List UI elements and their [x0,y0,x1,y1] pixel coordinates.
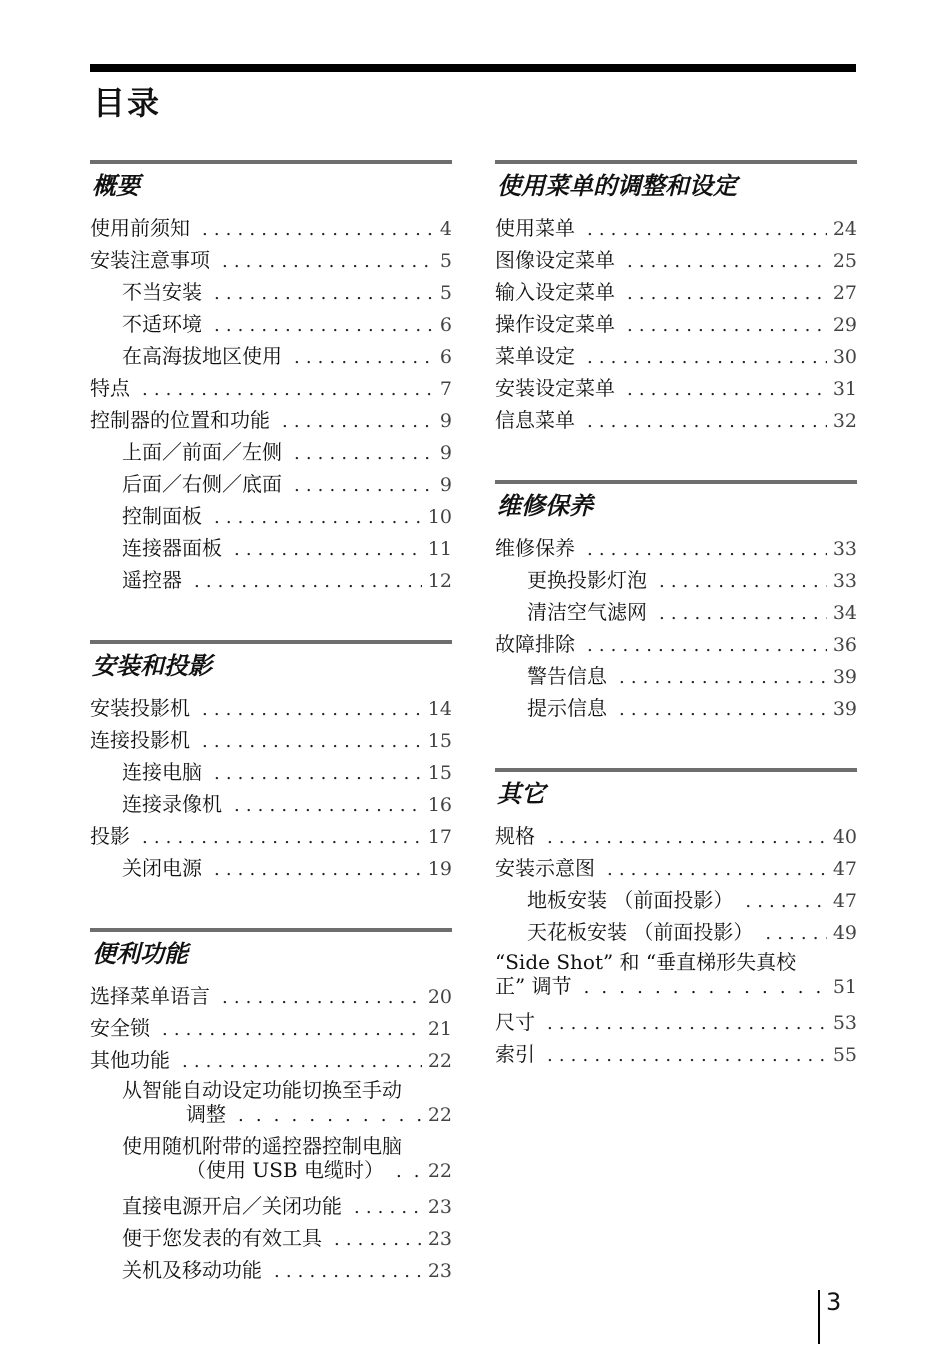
toc-entry[interactable]: 控制器的位置和功能 . . . 9 [90,404,452,436]
toc-section-convenience [90,928,452,1286]
toc-entry[interactable]: 提示信息 . . . 39 [495,692,857,724]
toc-entry[interactable]: 规格 . . . 40 [495,820,857,852]
toc-entry[interactable]: 投影 . . . 17 [90,820,452,852]
toc-entry[interactable]: 使用前须知 . . . 4 [90,212,452,244]
page-number: 3 [826,1288,842,1316]
toc-entry[interactable]: 维修保养 . . . 33 [495,532,857,564]
toc-entry[interactable]: 安装设定菜单 . . . 31 [495,372,857,404]
section-title: 便利功能 [92,940,188,968]
toc-section-overview [90,160,452,596]
toc-entry[interactable]: 连接录像机 . . . 16 [90,788,452,820]
toc-entry[interactable]: 关闭电源 . . . 19 [90,852,452,884]
toc-section-maintenance [495,480,857,724]
toc-entry[interactable]: 清洁空气滤网 . . . 34 [495,596,857,628]
toc-entry[interactable]: 安装示意图 . . . 47 [495,852,857,884]
toc-entry-multiline[interactable]: “Side Shot” 和 “垂直梯形失真校 正” 调节 . . . 51 [495,950,857,1000]
toc-entry[interactable]: 使用菜单 . . . 24 [495,212,857,244]
toc-entry[interactable]: 连接电脑 . . . 15 [90,756,452,788]
section-title: 维修保养 [497,492,593,520]
toc-entry[interactable]: 索引 . . . 55 [495,1038,857,1070]
toc-section-install [90,640,452,884]
toc-entry[interactable]: 尺寸 . . . 53 [495,1006,857,1038]
section-title: 安装和投影 [92,652,212,680]
toc-entry[interactable]: 选择菜单语言 . . . 20 [90,980,452,1012]
toc-entry[interactable]: 操作设定菜单 . . . 29 [495,308,857,340]
toc-entry[interactable]: 故障排除 . . . 36 [495,628,857,660]
toc-entry[interactable]: 安装投影机 . . . 14 [90,692,452,724]
toc-entry[interactable]: 输入设定菜单 . . . 27 [495,276,857,308]
section-title: 使用菜单的调整和设定 [497,172,737,200]
toc-entry[interactable]: 安装注意事项 . . . 5 [90,244,452,276]
toc-entry[interactable]: 直接电源开启／关闭功能 . . . 23 [90,1190,452,1222]
toc-entry[interactable]: 警告信息 . . . 39 [495,660,857,692]
page-number-rule [818,1290,820,1344]
page-title: 目录 [93,84,162,122]
toc-entry[interactable]: 安全锁 . . . 21 [90,1012,452,1044]
toc-entry[interactable]: 在高海拔地区使用 . . . 6 [90,340,452,372]
toc-entry[interactable]: 不适环境 . . . 6 [90,308,452,340]
toc-left-column [90,160,452,1330]
section-title: 概要 [92,172,140,200]
toc-entry[interactable]: 天花板安装 （前面投影） . . . 49 [495,916,857,948]
toc-entry[interactable]: 控制面板 . . . 10 [90,500,452,532]
toc-entry[interactable]: 其他功能 . . . 22 [90,1044,452,1076]
section-title: 其它 [497,780,545,808]
toc-entry[interactable]: 图像设定菜单 . . . 25 [495,244,857,276]
toc-entry[interactable]: 特点 . . . 7 [90,372,452,404]
toc-entry[interactable]: 关机及移动功能 . . . 23 [90,1254,452,1286]
toc-entry[interactable]: 信息菜单 . . . 32 [495,404,857,436]
toc-entry[interactable]: 连接投影机 . . . 15 [90,724,452,756]
top-rule [90,64,856,72]
toc-entry[interactable]: 连接器面板 . . . 11 [90,532,452,564]
toc-entry[interactable]: 后面／右侧／底面 . . . 9 [90,468,452,500]
toc-entry-multiline[interactable]: 从智能自动设定功能切换至手动 调整 . . . 22 [90,1078,452,1128]
toc-right-column [495,160,857,1114]
toc-entry[interactable]: 上面／前面／左侧 . . . 9 [90,436,452,468]
toc-entry[interactable]: 遥控器 . . . 12 [90,564,452,596]
toc-entry[interactable]: 地板安装 （前面投影） . . . 47 [495,884,857,916]
toc-entry[interactable]: 菜单设定 . . . 30 [495,340,857,372]
toc-section-other [495,768,857,1070]
toc-entry[interactable]: 更换投影灯泡 . . . 33 [495,564,857,596]
toc-entry[interactable]: 不当安装 . . . 5 [90,276,452,308]
toc-section-menus [495,160,857,436]
toc-entry-multiline[interactable]: 使用随机附带的遥控器控制电脑 （使用 USB 电缆时） . . . 22 [90,1134,452,1184]
toc-entry[interactable]: 便于您发表的有效工具 . . . 23 [90,1222,452,1254]
